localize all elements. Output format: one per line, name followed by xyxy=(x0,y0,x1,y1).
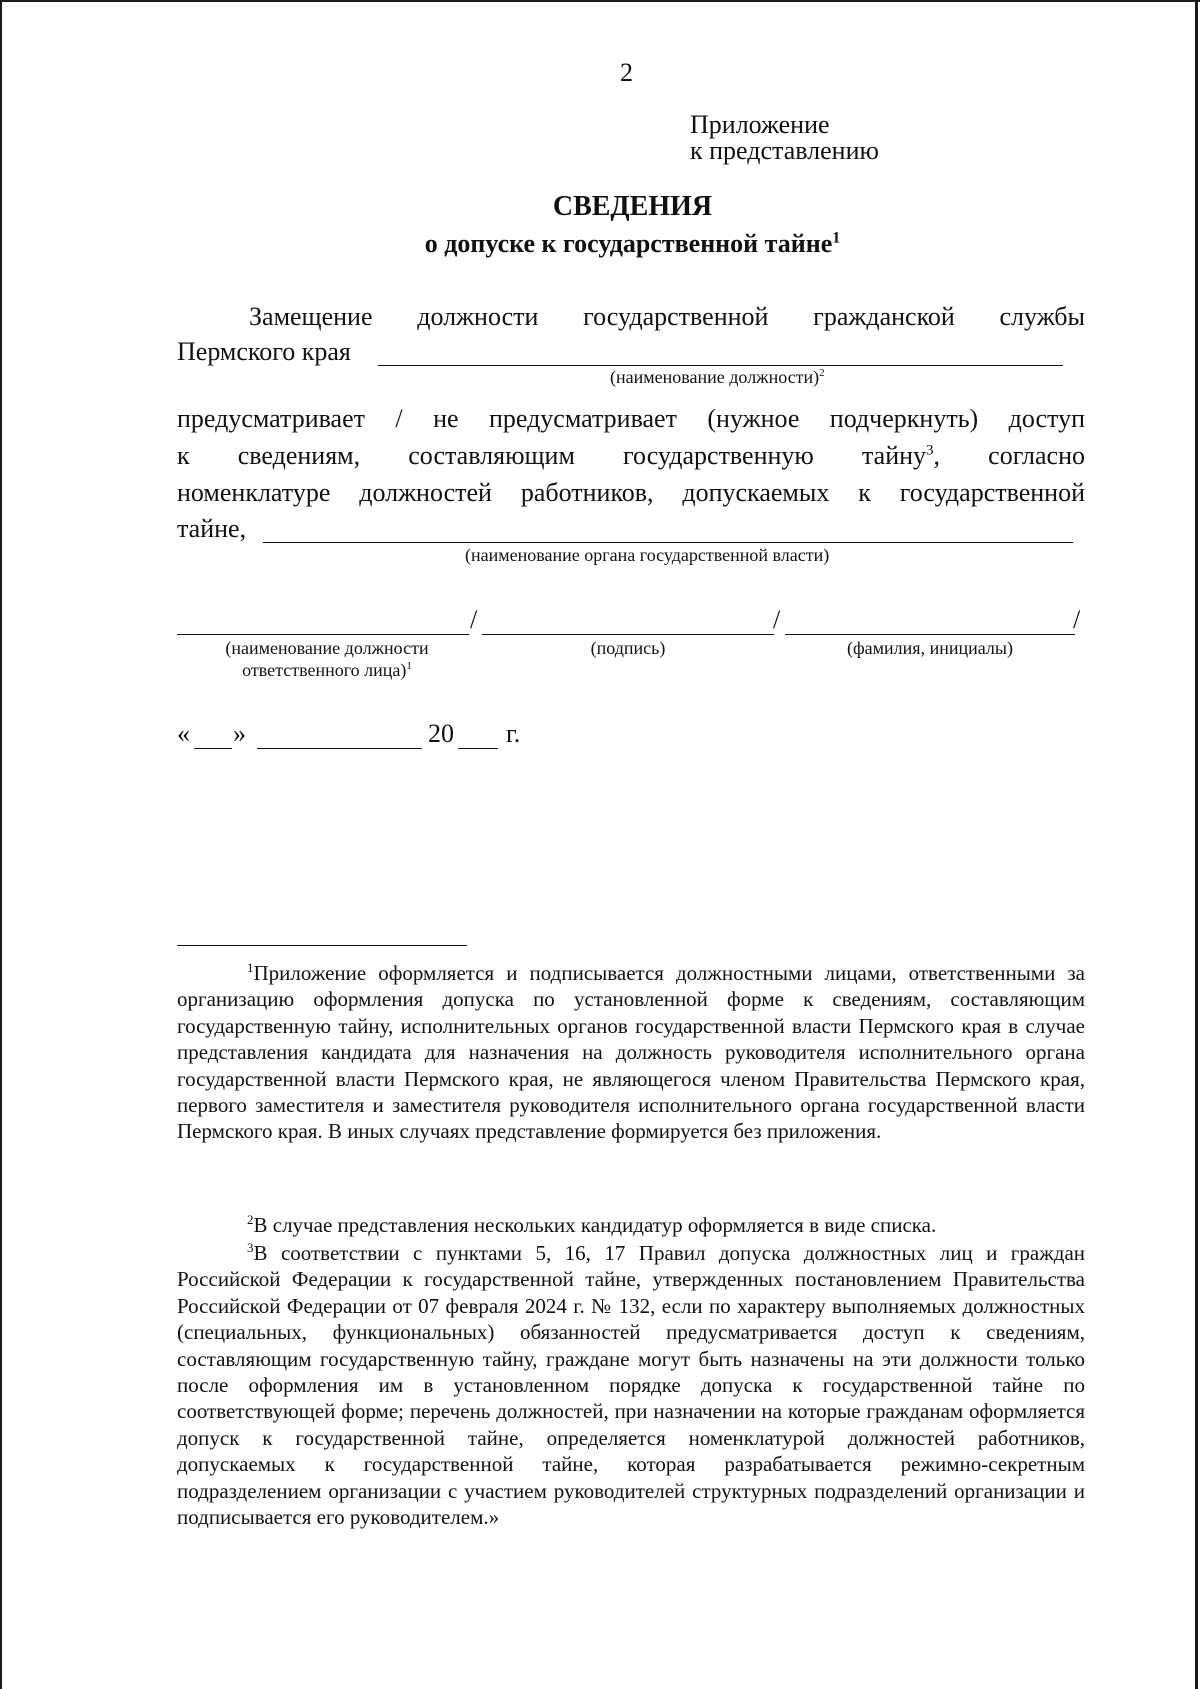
page-number: 2 xyxy=(620,58,633,87)
para2-line-1 xyxy=(177,402,1085,436)
para2-word: к xyxy=(177,441,190,470)
footnote-2-text: В случае представления нескольких кандидатур оформляется в виде списка. xyxy=(253,1213,937,1237)
footnote-3-text: В соответствии с пунктами 5, 16, 17 Правил допуска должностных лиц и граждан Российской Федерации к государственной тайне, утвержденных постановлением Правительства Российской Федерации от 07 февраля 2024 г. № 132, если по характеру выполняемых должностных (специальных, функциональных) обязанностей предусматривается доступ к сведениям, составляющим государственную тайну, граждане могут быть назначены на эти должности только после оформления им в установленном порядке допуска к государственной тайне по соответствующей форме; перечень должностей, при назначении на которые гражданам оформляется допуск к государственной тайне, определяется номенклатурой должностей работников, допускаемых к государственной тайне, которая разрабатывается режимно-секретным подразделением организации с участием руководителей структурных подразделений организации и подписывается его руководителем.» xyxy=(177,1241,1085,1530)
footnote-2 xyxy=(177,1212,1085,1238)
signature-separator: / xyxy=(470,605,478,634)
responsible-position-caption xyxy=(177,637,477,681)
para2-word: / xyxy=(395,404,403,433)
para2-comma: , xyxy=(933,441,941,470)
para1-word: государственной xyxy=(583,302,769,331)
para2-word: работников, xyxy=(520,478,654,507)
para1-line-2: Пермского края xyxy=(177,337,351,366)
para1-line-1 xyxy=(177,300,1085,334)
date-close-quote: » xyxy=(233,719,246,748)
footnote-2-ref: 2 xyxy=(247,1212,254,1227)
footnote-3-ref: 3 xyxy=(247,1240,254,1255)
para2-word: тайну xyxy=(861,441,927,470)
para2-word: допускаемых xyxy=(682,478,830,507)
para2-word: должностей xyxy=(359,478,492,507)
signature-separator: / xyxy=(1073,605,1081,634)
secrecy-footnote-ref: 3 xyxy=(926,442,934,459)
date-year-suffix: г. xyxy=(506,719,521,748)
responsible-position-caption-line-1: (наименование должности xyxy=(225,638,429,658)
para2-word: предусматривает xyxy=(177,404,365,433)
para2-word: к xyxy=(858,478,871,507)
footnote-1-text: Приложение оформляется и подписывается должностными лицами, ответственными за организацию оформления допуска по установленной форме к сведениям, составляющим государственную тайну, исполнительных органов государственной власти Пермского края в случае представления кандидата для назначения на должность руководителя исполнительного органа государственной власти Пермского края, не являющегося членом Правительства Пермского края, первого заместителя и заместителя руководителя исполнительного органа государственной власти Пермского края. В иных случаях представление формируется без приложения. xyxy=(177,961,1085,1144)
para2-word: доступ xyxy=(1008,404,1085,433)
footnote-1-ref: 1 xyxy=(247,960,254,975)
date-day-line xyxy=(194,748,232,749)
scan-edge-top xyxy=(0,0,1200,2)
para2-word: государственную xyxy=(623,441,814,470)
responsible-position-line xyxy=(177,634,469,635)
para2-word: сведениям, xyxy=(237,441,361,470)
date-year-line xyxy=(458,748,498,749)
full-name-caption: (фамилия, инициалы) xyxy=(847,638,1013,658)
signature-caption: (подпись) xyxy=(590,638,666,658)
date-month-line xyxy=(257,748,422,749)
para2-word: (нужное xyxy=(707,404,800,433)
para1-word: гражданской xyxy=(813,302,955,331)
para2-word-with-ref xyxy=(862,441,940,470)
responsible-position-caption-ref: 1 xyxy=(406,660,412,672)
para2-word: предусматривает xyxy=(488,404,677,433)
para1-word: Замещение xyxy=(249,302,373,331)
position-name-caption-text: (наименование должности) xyxy=(610,367,820,387)
signature-line xyxy=(482,634,774,635)
para2-word: подчеркнуть) xyxy=(829,404,979,433)
para2-word: номенклатуре xyxy=(177,478,331,507)
date-year-prefix: 20 xyxy=(428,719,454,748)
position-name-caption xyxy=(610,366,825,388)
para2-word: не xyxy=(433,404,459,433)
footnote-3 xyxy=(177,1240,1085,1530)
authority-name-caption: (наименование органа государственной власти) xyxy=(465,545,830,565)
para2-line-2 xyxy=(177,439,1085,473)
para2-line-4: тайне, xyxy=(177,514,247,543)
signature-separator: / xyxy=(773,605,781,634)
para2-word: государственной xyxy=(899,478,1085,507)
para2-word: составляющим xyxy=(408,441,575,470)
authority-name-field-line xyxy=(263,542,1073,543)
footnote-1 xyxy=(177,960,1085,1145)
para2-word: согласно xyxy=(988,441,1085,470)
para2-line-3 xyxy=(177,476,1085,510)
subtitle-footnote-ref: 1 xyxy=(832,229,841,247)
document-title: СВЕДЕНИЯ xyxy=(552,191,713,222)
document-subtitle xyxy=(0,229,1200,259)
appendix-header xyxy=(690,112,879,164)
appendix-line-2: к представлению xyxy=(690,136,879,165)
full-name-line xyxy=(785,634,1075,635)
appendix-line-1: Приложение xyxy=(690,110,830,139)
footnote-separator xyxy=(177,945,467,946)
responsible-position-caption-text: ответственного лица) xyxy=(242,660,407,680)
position-name-caption-ref: 2 xyxy=(819,367,825,379)
para1-word: службы xyxy=(999,302,1085,331)
responsible-position-caption-line-2 xyxy=(177,659,477,681)
subtitle-text: о допуске к государственной тайне xyxy=(424,229,833,258)
date-open-quote: « xyxy=(177,719,190,748)
para1-word: должности xyxy=(417,302,539,331)
